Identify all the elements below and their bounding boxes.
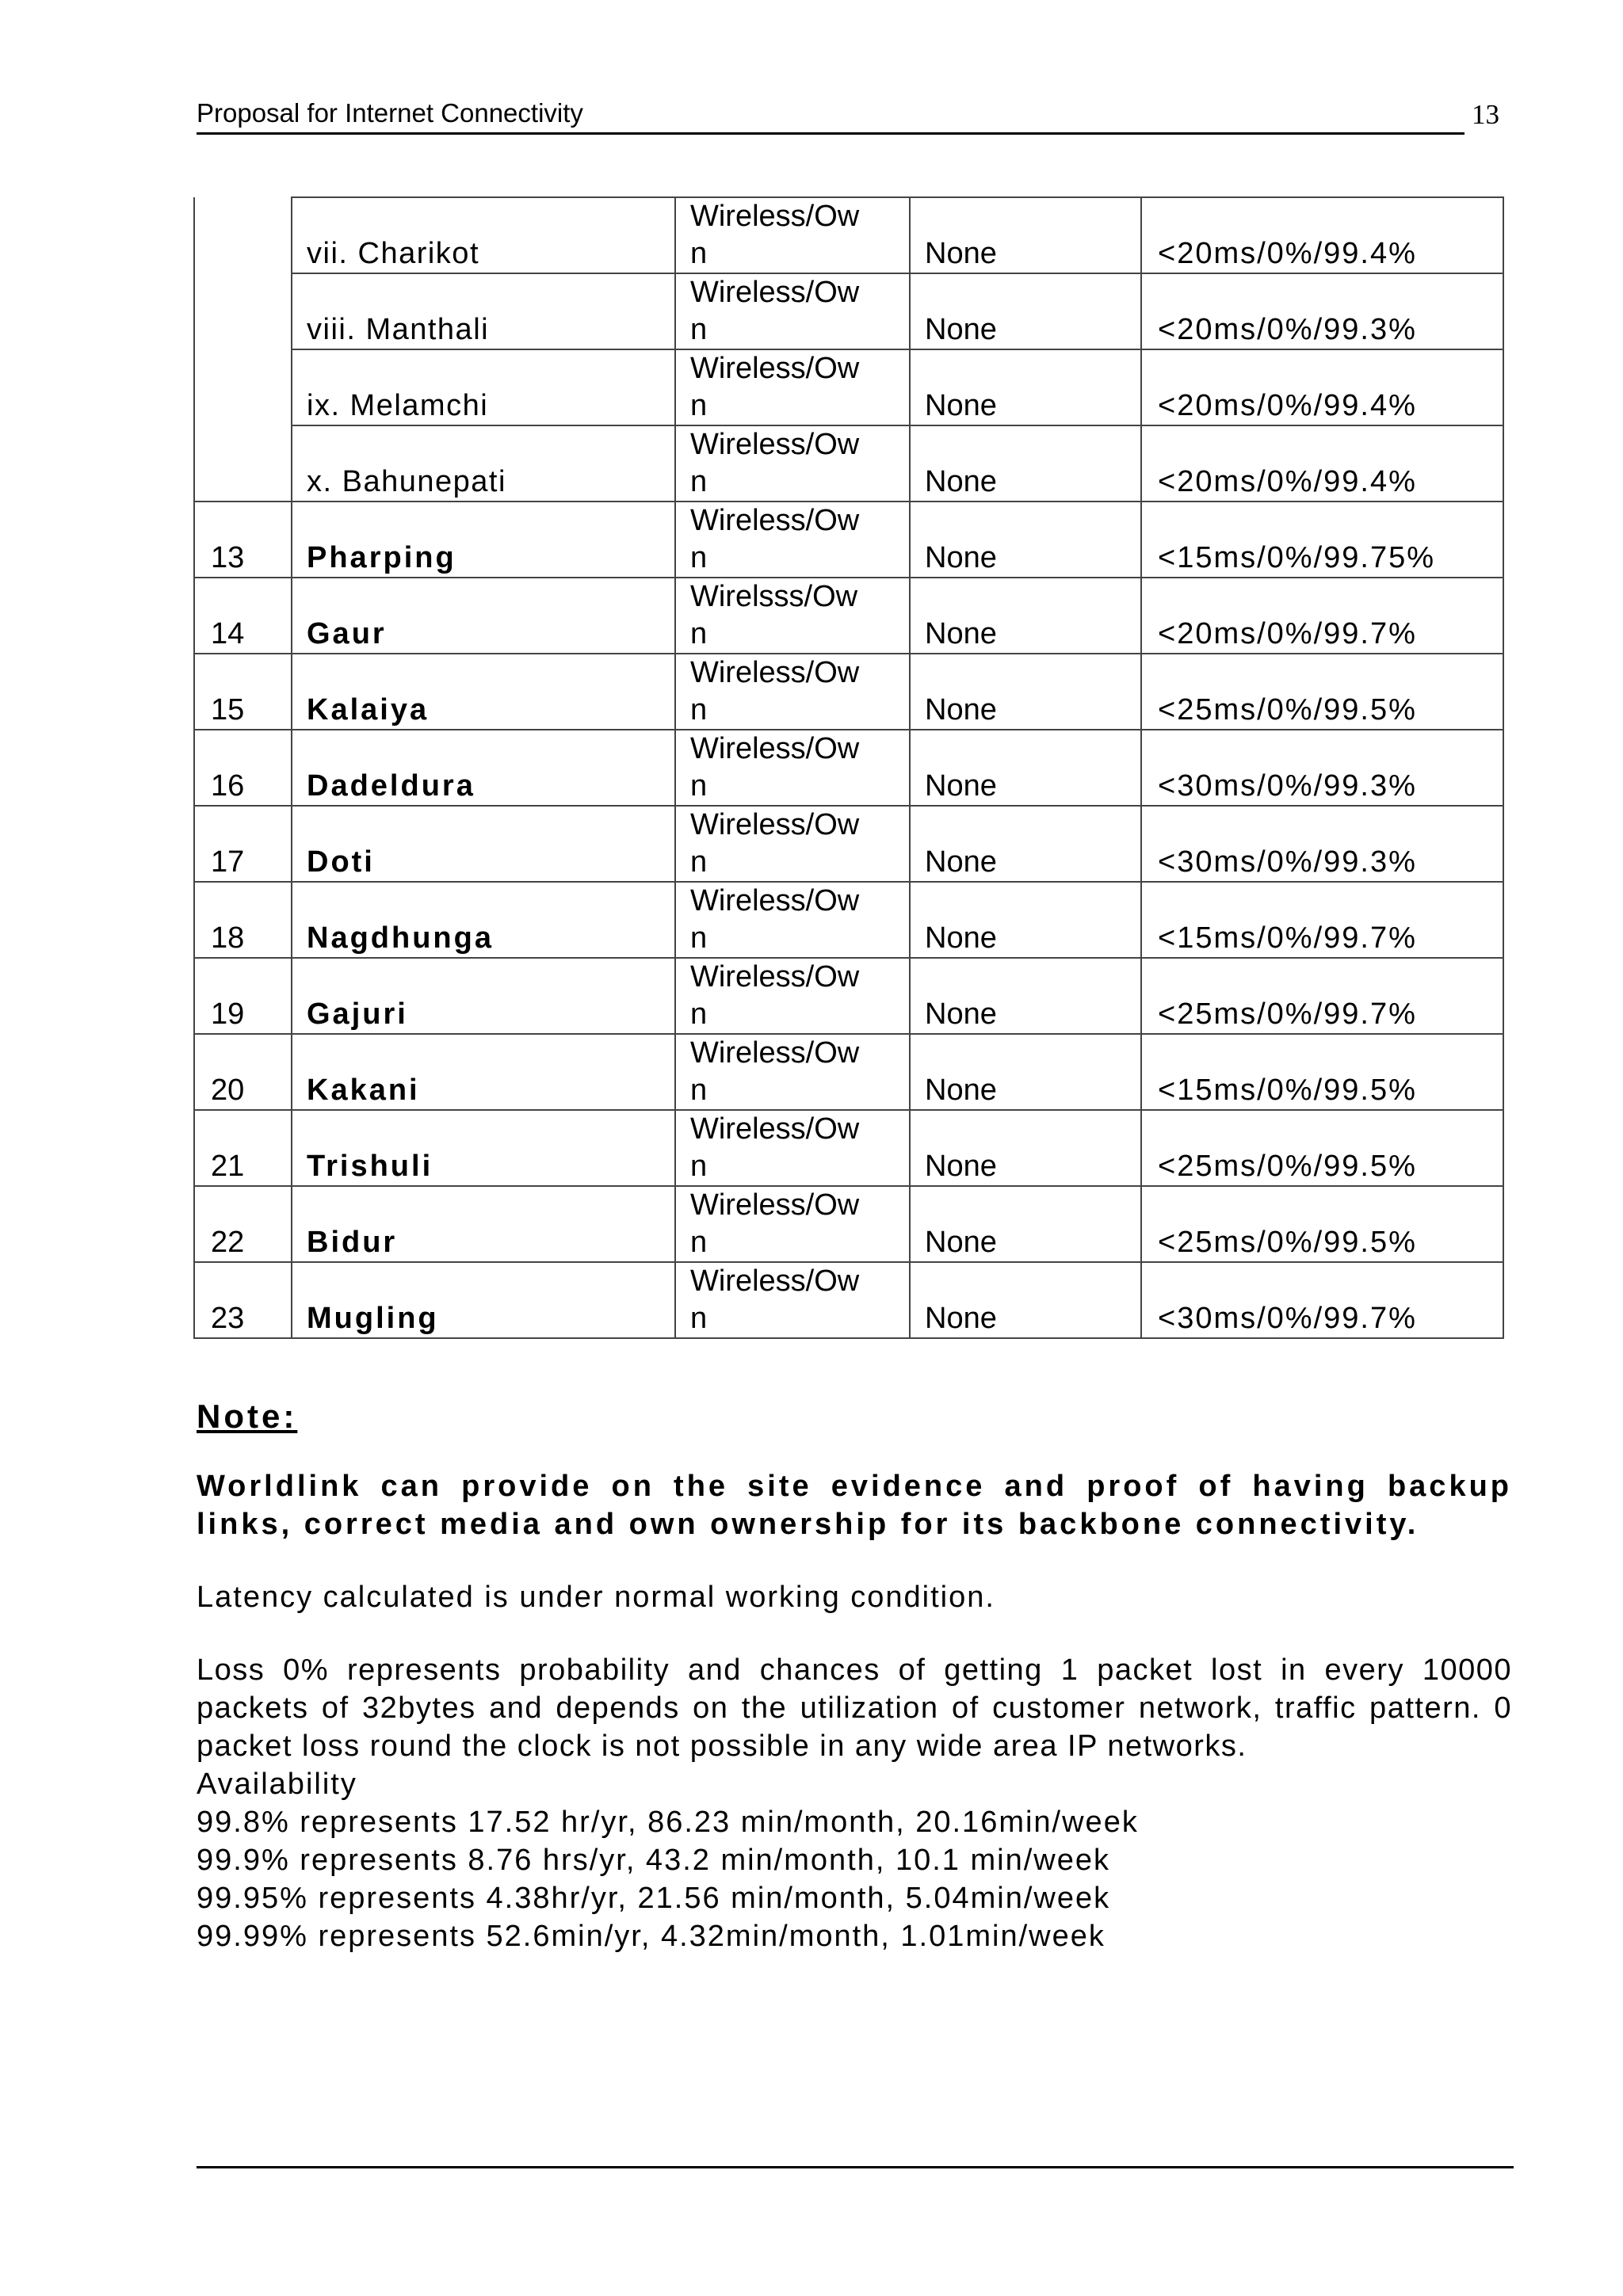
connection-type-line: Wireless/Ow — [690, 808, 860, 841]
backup-link: None — [910, 1186, 1141, 1262]
backup-link: None — [910, 502, 1141, 578]
connection-type-line: n — [690, 997, 708, 1031]
connection-type-line: Wireless/Ow — [690, 352, 860, 385]
row-number: 18 — [194, 882, 292, 958]
connection-type-line: n — [690, 1150, 708, 1183]
backup-link: None — [910, 1262, 1141, 1338]
site-name: ix. Melamchi — [292, 349, 675, 425]
row-number: 21 — [194, 1110, 292, 1186]
latency-loss-availability: <20ms/0%/99.4% — [1141, 197, 1503, 273]
latency-loss-availability: <30ms/0%/99.3% — [1141, 806, 1503, 882]
backup-link: None — [910, 654, 1141, 730]
page-header — [197, 97, 1471, 135]
connection-type — [675, 1186, 910, 1262]
latency-loss-availability: <20ms/0%/99.7% — [1141, 578, 1503, 654]
row-number — [194, 349, 292, 425]
connection-type — [675, 806, 910, 882]
connection-type-line: Wireless/Ow — [690, 960, 860, 994]
connection-type-line: n — [690, 617, 708, 650]
backup-link: None — [910, 806, 1141, 882]
backup-link: None — [910, 425, 1141, 502]
connection-type-line: n — [690, 1302, 708, 1335]
connection-type-line: n — [690, 465, 708, 498]
site-name: Pharping — [292, 502, 675, 578]
table-row — [194, 578, 1503, 654]
backup-link: None — [910, 578, 1141, 654]
connection-type-line: n — [690, 845, 708, 879]
table-row — [194, 1110, 1503, 1186]
row-number: 20 — [194, 1034, 292, 1110]
table-row — [194, 1262, 1503, 1338]
backup-link: None — [910, 273, 1141, 349]
site-name: Trishuli — [292, 1110, 675, 1186]
page-number: 13 — [1472, 99, 1499, 130]
connection-type-line: Wireless/Ow — [690, 504, 860, 537]
latency-loss-availability: <30ms/0%/99.7% — [1141, 1262, 1503, 1338]
connection-type — [675, 578, 910, 654]
connection-type — [675, 1034, 910, 1110]
header-rule — [197, 132, 1465, 135]
connection-type-line: Wirelsss/Ow — [690, 580, 858, 613]
row-number: 19 — [194, 958, 292, 1034]
availability-line: 99.95% represents 4.38hr/yr, 21.56 min/month, 5.04min/week — [197, 1882, 1111, 1915]
row-number: 14 — [194, 578, 292, 654]
connection-type-line: Wireless/Ow — [690, 1036, 860, 1070]
backup-link: None — [910, 730, 1141, 806]
connection-type-line: Wireless/Ow — [690, 884, 860, 917]
latency-loss-availability: <15ms/0%/99.75% — [1141, 502, 1503, 578]
availability-line: 99.99% represents 52.6min/yr, 4.32min/month, 1.01min/week — [197, 1920, 1106, 1953]
connection-type — [675, 654, 910, 730]
backup-link: None — [910, 958, 1141, 1034]
connection-type-line: n — [690, 769, 708, 803]
connection-type-line: Wireless/Ow — [690, 428, 860, 461]
connection-type-line: Wireless/Ow — [690, 1264, 860, 1298]
connection-type — [675, 1110, 910, 1186]
latency-loss-availability: <20ms/0%/99.4% — [1141, 349, 1503, 425]
table-row — [194, 425, 1503, 502]
connectivity-table — [193, 196, 1504, 1339]
table-row — [194, 882, 1503, 958]
latency-loss-availability: <15ms/0%/99.5% — [1141, 1034, 1503, 1110]
connection-type-line: n — [690, 313, 708, 346]
table-row — [194, 806, 1503, 882]
site-name: vii. Charikot — [292, 197, 675, 273]
site-name: Nagdhunga — [292, 882, 675, 958]
connection-type-line: n — [690, 1226, 708, 1259]
connection-type-line: n — [690, 693, 708, 727]
latency-loss-availability: <20ms/0%/99.4% — [1141, 425, 1503, 502]
connection-type-line: Wireless/Ow — [690, 276, 860, 309]
connection-type-line: Wireless/Ow — [690, 1188, 860, 1222]
latency-loss-availability: <25ms/0%/99.5% — [1141, 1110, 1503, 1186]
connection-type-line: Wireless/Ow — [690, 656, 860, 689]
site-name: Kakani — [292, 1034, 675, 1110]
latency-loss-availability: <20ms/0%/99.3% — [1141, 273, 1503, 349]
table-row — [194, 730, 1503, 806]
site-name: viii. Manthali — [292, 273, 675, 349]
connection-type-line: n — [690, 237, 708, 270]
table-row — [194, 654, 1503, 730]
site-name: Mugling — [292, 1262, 675, 1338]
table-row — [194, 1034, 1503, 1110]
connection-type — [675, 502, 910, 578]
availability-block — [197, 1765, 1512, 1955]
row-number — [194, 273, 292, 349]
availability-line: 99.9% represents 8.76 hrs/yr, 43.2 min/month, 10.1 min/week — [197, 1844, 1110, 1877]
table-row — [194, 1186, 1503, 1262]
row-number — [194, 197, 292, 273]
connection-type-line: Wireless/Ow — [690, 732, 860, 765]
table-row — [194, 502, 1503, 578]
connection-type-line: Wireless/Ow — [690, 200, 860, 233]
connection-type-line: n — [690, 921, 708, 955]
connection-type — [675, 197, 910, 273]
site-name: Gaur — [292, 578, 675, 654]
table-row — [194, 197, 1503, 273]
connection-type — [675, 425, 910, 502]
connectivity-table-grid — [193, 196, 1504, 1339]
row-number: 13 — [194, 502, 292, 578]
backup-link: None — [910, 349, 1141, 425]
note-latency: Latency calculated is under normal working condition. — [197, 1581, 995, 1614]
table-row — [194, 958, 1503, 1034]
row-number — [194, 425, 292, 502]
table-body — [194, 197, 1503, 1338]
table-row — [194, 349, 1503, 425]
latency-loss-availability: <15ms/0%/99.7% — [1141, 882, 1503, 958]
site-name: Kalaiya — [292, 654, 675, 730]
note-section — [197, 1393, 1512, 1955]
header-title: Proposal for Internet Connectivity — [197, 98, 583, 128]
site-name: Gajuri — [292, 958, 675, 1034]
backup-link: None — [910, 882, 1141, 958]
backup-link: None — [910, 1110, 1141, 1186]
site-name: x. Bahunepati — [292, 425, 675, 502]
connection-type-line: n — [690, 541, 708, 574]
site-name: Bidur — [292, 1186, 675, 1262]
availability-title: Availability — [197, 1768, 357, 1801]
site-name: Dadeldura — [292, 730, 675, 806]
note-bold-statement: Worldlink can provide on the site evidence and proof of having backup links, correct media and own ownership for its backbone connectivity. — [197, 1470, 1512, 1541]
latency-loss-availability: <30ms/0%/99.3% — [1141, 730, 1503, 806]
site-name: Doti — [292, 806, 675, 882]
backup-link: None — [910, 197, 1141, 273]
row-number: 23 — [194, 1262, 292, 1338]
note-heading: Note: — [197, 1398, 298, 1435]
connection-type — [675, 730, 910, 806]
connection-type-line: n — [690, 389, 708, 422]
latency-loss-availability: <25ms/0%/99.5% — [1141, 654, 1503, 730]
connection-type — [675, 882, 910, 958]
availability-line: 99.8% represents 17.52 hr/yr, 86.23 min/month, 20.16min/week — [197, 1806, 1139, 1839]
row-number: 15 — [194, 654, 292, 730]
connection-type-line: Wireless/Ow — [690, 1112, 860, 1146]
connection-type — [675, 1262, 910, 1338]
connection-type-line: n — [690, 1074, 708, 1107]
row-number: 17 — [194, 806, 292, 882]
footer-rule — [197, 2166, 1514, 2168]
row-number: 22 — [194, 1186, 292, 1262]
latency-loss-availability: <25ms/0%/99.5% — [1141, 1186, 1503, 1262]
note-loss: Loss 0% represents probability and chances of getting 1 packet lost in every 10000 packets of 32bytes and depends on the utilization of customer network, traffic pattern. 0 packet loss round the clock is not possible in any wide area IP networks. — [197, 1653, 1512, 1763]
connection-type — [675, 273, 910, 349]
latency-loss-availability: <25ms/0%/99.7% — [1141, 958, 1503, 1034]
table-row — [194, 273, 1503, 349]
connection-type — [675, 958, 910, 1034]
row-number: 16 — [194, 730, 292, 806]
backup-link: None — [910, 1034, 1141, 1110]
connection-type — [675, 349, 910, 425]
